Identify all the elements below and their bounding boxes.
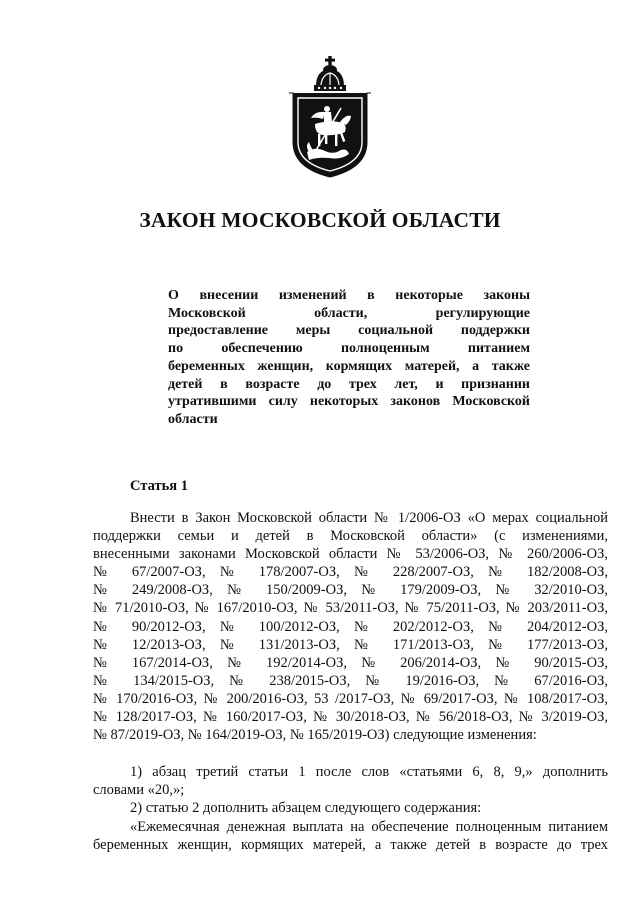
subject-line: Московской области, регулирующие (168, 305, 530, 321)
item-1-line: словами «20,»; (93, 782, 185, 799)
crown-icon (314, 56, 346, 91)
body-line: № 167/2014-ОЗ, № 192/2014-ОЗ, № 206/2014-ОЗ, № 90/2015-ОЗ, (93, 654, 608, 671)
quote-line: беременных женщин, кормящих матерей, а также детей в возрасте до трех (93, 836, 608, 853)
body-line: № 90/2012-ОЗ, № 100/2012-ОЗ, № 202/2012-ОЗ, № 204/2012-ОЗ, (93, 618, 608, 635)
item-1-line: 1) абзац третий статьи 1 после слов «статьями 6, 8, 9,» дополнить (130, 764, 608, 781)
subject-line: по обеспечению полноценным питанием (168, 341, 530, 357)
subject-line: беременных женщин, кормящих матерей, а также (168, 358, 530, 374)
subject-line: предоставление меры социальной поддержки (168, 323, 530, 339)
body-line: № 67/2007-ОЗ, № 178/2007-ОЗ, № 228/2007-ОЗ, № 182/2008-ОЗ, (93, 564, 608, 581)
body-line: № 128/2017-ОЗ, № 160/2017-ОЗ, № 30/2018-ОЗ, № 56/2018-ОЗ, № 3/2019-ОЗ, (93, 709, 608, 726)
body-line: № 170/2016-ОЗ, № 200/2016-ОЗ, 53 /2017-ОЗ, № 69/2017-ОЗ, № 108/2017-ОЗ, (93, 690, 608, 707)
body-line: внесенными законами Московской области № 53/2006-ОЗ, № 260/2006-ОЗ, (93, 546, 608, 563)
body-line: № 134/2015-ОЗ, № 238/2015-ОЗ, № 19/2016-ОЗ, № 67/2016-ОЗ, (93, 672, 608, 689)
subject-line: детей в возрасте до трех лет, и признании (168, 376, 530, 392)
coat-of-arms-icon (285, 56, 375, 178)
subject-line: О внесении изменений в некоторые законы (168, 288, 530, 303)
law-subject (168, 287, 530, 429)
body-line: поддержки семьи и детей в Московской области» (с изменениями, (93, 528, 608, 545)
quote-line: «Ежемесячная денежная выплата на обеспечение полноценным питанием (130, 818, 608, 835)
body-line: № 71/2010-ОЗ, № 167/2010-ОЗ, № 53/2011-ОЗ, № 75/2011-ОЗ, № 203/2011-ОЗ, (93, 600, 608, 617)
body-line: № 12/2013-ОЗ, № 131/2013-ОЗ, № 171/2013-ОЗ, № 177/2013-ОЗ, (93, 636, 608, 653)
law-title: ЗАКОН МОСКОВСКОЙ ОБЛАСТИ (139, 208, 501, 232)
body-line: № 249/2008-ОЗ, № 150/2009-ОЗ, № 179/2009-ОЗ, № 32/2010-ОЗ, (93, 582, 608, 599)
article-body (93, 509, 608, 854)
item-2-line: 2) статью 2 дополнить абзацем следующего содержания: (130, 800, 482, 817)
body-line: № 87/2019-ОЗ, № 164/2019-ОЗ, № 165/2019-ОЗ) следующие изменения: (93, 727, 537, 744)
article-heading: Статья 1 (130, 478, 188, 494)
body-line: Внести в Закон Московской области № 1/2006-ОЗ «О мерах социальной (130, 510, 608, 526)
scan-marks: ˙ ˙ ˙ (10, 14, 81, 22)
subject-line: области (168, 411, 218, 427)
subject-line: утратившими силу некоторых законов Московской (168, 394, 530, 410)
